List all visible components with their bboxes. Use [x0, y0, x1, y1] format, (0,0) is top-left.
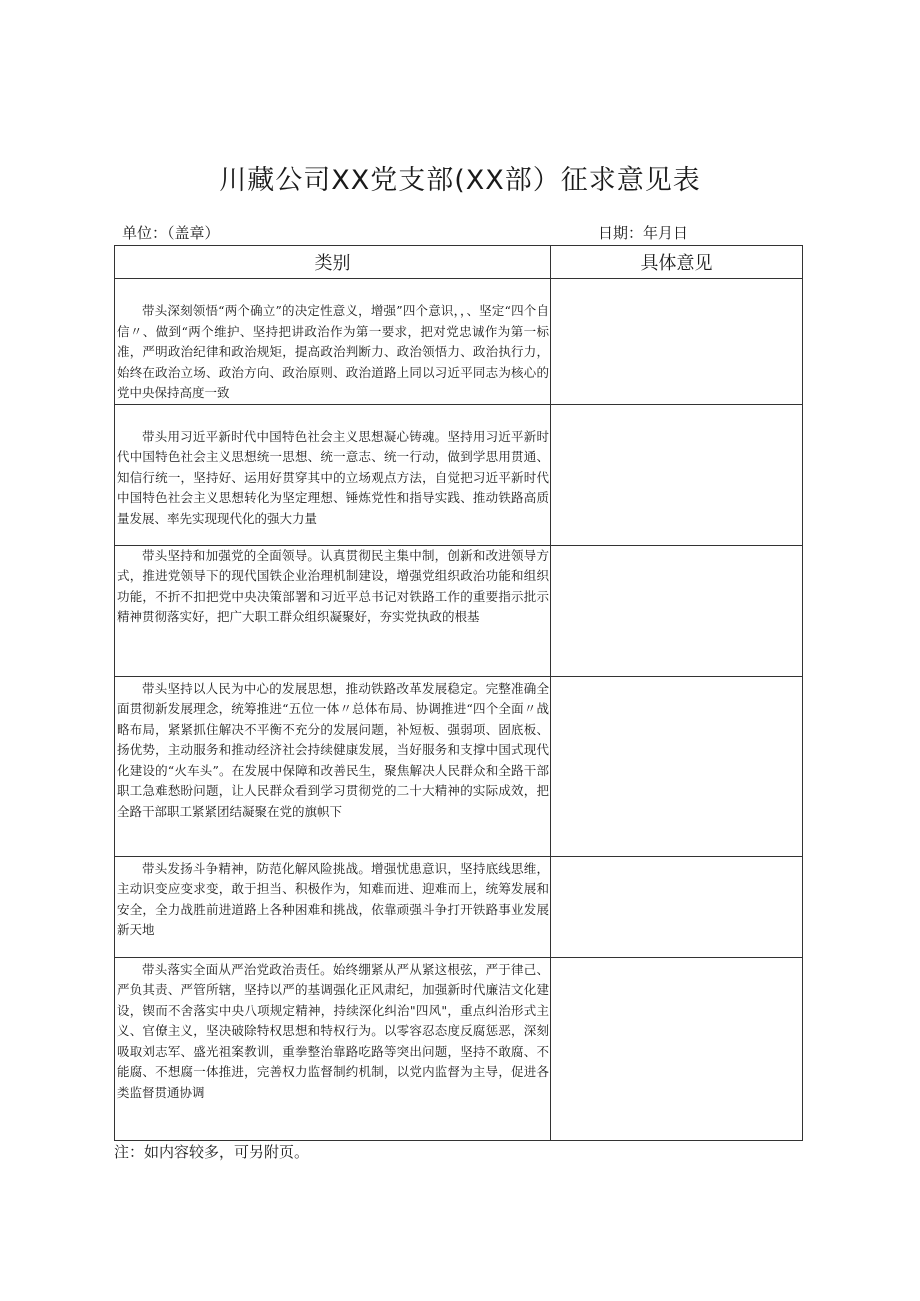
- category-cell: [115, 957, 551, 1140]
- category-cell: [115, 676, 551, 856]
- date-label: 日期：年月日: [598, 224, 689, 242]
- category-text: 带头坚持以人民为中心的发展思想，推动铁路改革发展稳定。完整准确全面贯彻新发展理念，统筹推进“五位一体〃总体布局、协调推进“四个全面〃战略布局，紧紧抓住解决不平衡不充分的发展问题，补短板、强弱项、固底板、扬优势，主动服务和推动经济社会持续健康发展，当好服务和支撑中国式现代化建设的“火车头”。在发展中保障和改善民生，聚焦解决人民群众和全路干部职工急难愁盼问题，让人民群众看到学习贯彻党的二十大精神的实际成效，把全路干部职工紧紧团结凝聚在党的旗帜下: [117, 680, 549, 819]
- category-cell: [115, 856, 551, 957]
- category-cell: [115, 404, 551, 545]
- footnote: 注：如内容较多，可另附页。: [114, 1143, 310, 1161]
- opinion-cell[interactable]: [551, 856, 803, 957]
- header-opinion: 具体意见: [551, 246, 803, 279]
- table-row: [115, 856, 803, 957]
- opinion-cell[interactable]: [551, 545, 803, 676]
- table-row: [115, 279, 803, 405]
- opinion-table: [114, 245, 803, 1141]
- page-title: 川藏公司XX党支部(XX部）征求意见表: [219, 165, 701, 196]
- category-text: 带头坚持和加强党的全面领导。认真贯彻民主集中制，创新和改进领导方式，推进党领导下的现代国铁企业治理机制建设，增强党组织政治功能和组织功能，不折不扣把党中央决策部署和习近平总书记对铁路工作的重要指示批示精神贯彻落实好，把广大职工群众组织凝聚好，夯实党执政的根基: [117, 547, 549, 624]
- category-text: 带头落实全面从严治党政治责任。始终绷紧从严从紧这根弦，严于律己、严负其责、严管所辖，坚持以严的基调强化正风肃纪，加强新时代廉洁文化建设，锲而不舍落实中央八项规定精神，持续深化纠治"四风"，重点纠治形式主义、官僚主义，坚决破除特权思想和特权行为。以零容忍态度反腐惩恶，深刻吸取刘志军、盛光祖案教训，重拳整治靠路吃路等突出问题，坚持不敢腐、不能腐、不想腐一体推进，完善权力监督制约机制，以党内监督为主导，促进各类监督贯通协调: [117, 961, 549, 1100]
- category-text: 带头深刻领悟“两个确立”的决定性意义，增强”四个意识，，、坚定“四个自信〃、做到“两个维护、坚持把讲政治作为第一要求，把对党忠诚作为第一标准，严明政治纪律和政治规矩，提高政治判断力、政治领悟力、政治执行力，始终在政治立场、政治方向、政治原则、政治道路上同以习近平同志为核心的党中央保持高度一致: [117, 303, 549, 400]
- category-text: 带头发扬斗争精神，防范化解风险挑战。增强忧患意识，坚持底线思维，主动识变应变求变，敢于担当、积极作为，知难而进、迎难而上，统筹发展和安全，全力战胜前进道路上各种困难和挑战，依靠顽强斗争打开铁路事业发展新天地: [117, 860, 549, 937]
- category-cell: [115, 279, 551, 405]
- opinion-cell[interactable]: [551, 279, 803, 405]
- table-row: [115, 404, 803, 545]
- opinion-cell[interactable]: [551, 957, 803, 1140]
- table-header-row: [115, 246, 803, 279]
- category-text: 带头用习近平新时代中国特色社会主义思想凝心铸魂。坚持用习近平新时代中国特色社会主义思想统一思想、统一意志、统一行动，做到学思用贯通、知信行统一，坚持好、运用好贯穿其中的立场观点方法，自觉把习近平新时代中国特色社会主义思想转化为坚定理想、锤炼党性和指导实践、推动铁路高质量发展、率先实现现代化的强大力量: [117, 428, 549, 526]
- unit-label: 单位：（盖章）: [122, 224, 220, 242]
- table-row: [115, 545, 803, 676]
- table-row: [115, 957, 803, 1140]
- opinion-cell[interactable]: [551, 676, 803, 856]
- table-row: [115, 676, 803, 856]
- header-category: 类别: [115, 246, 551, 279]
- category-cell: [115, 545, 551, 676]
- opinion-cell[interactable]: [551, 404, 803, 545]
